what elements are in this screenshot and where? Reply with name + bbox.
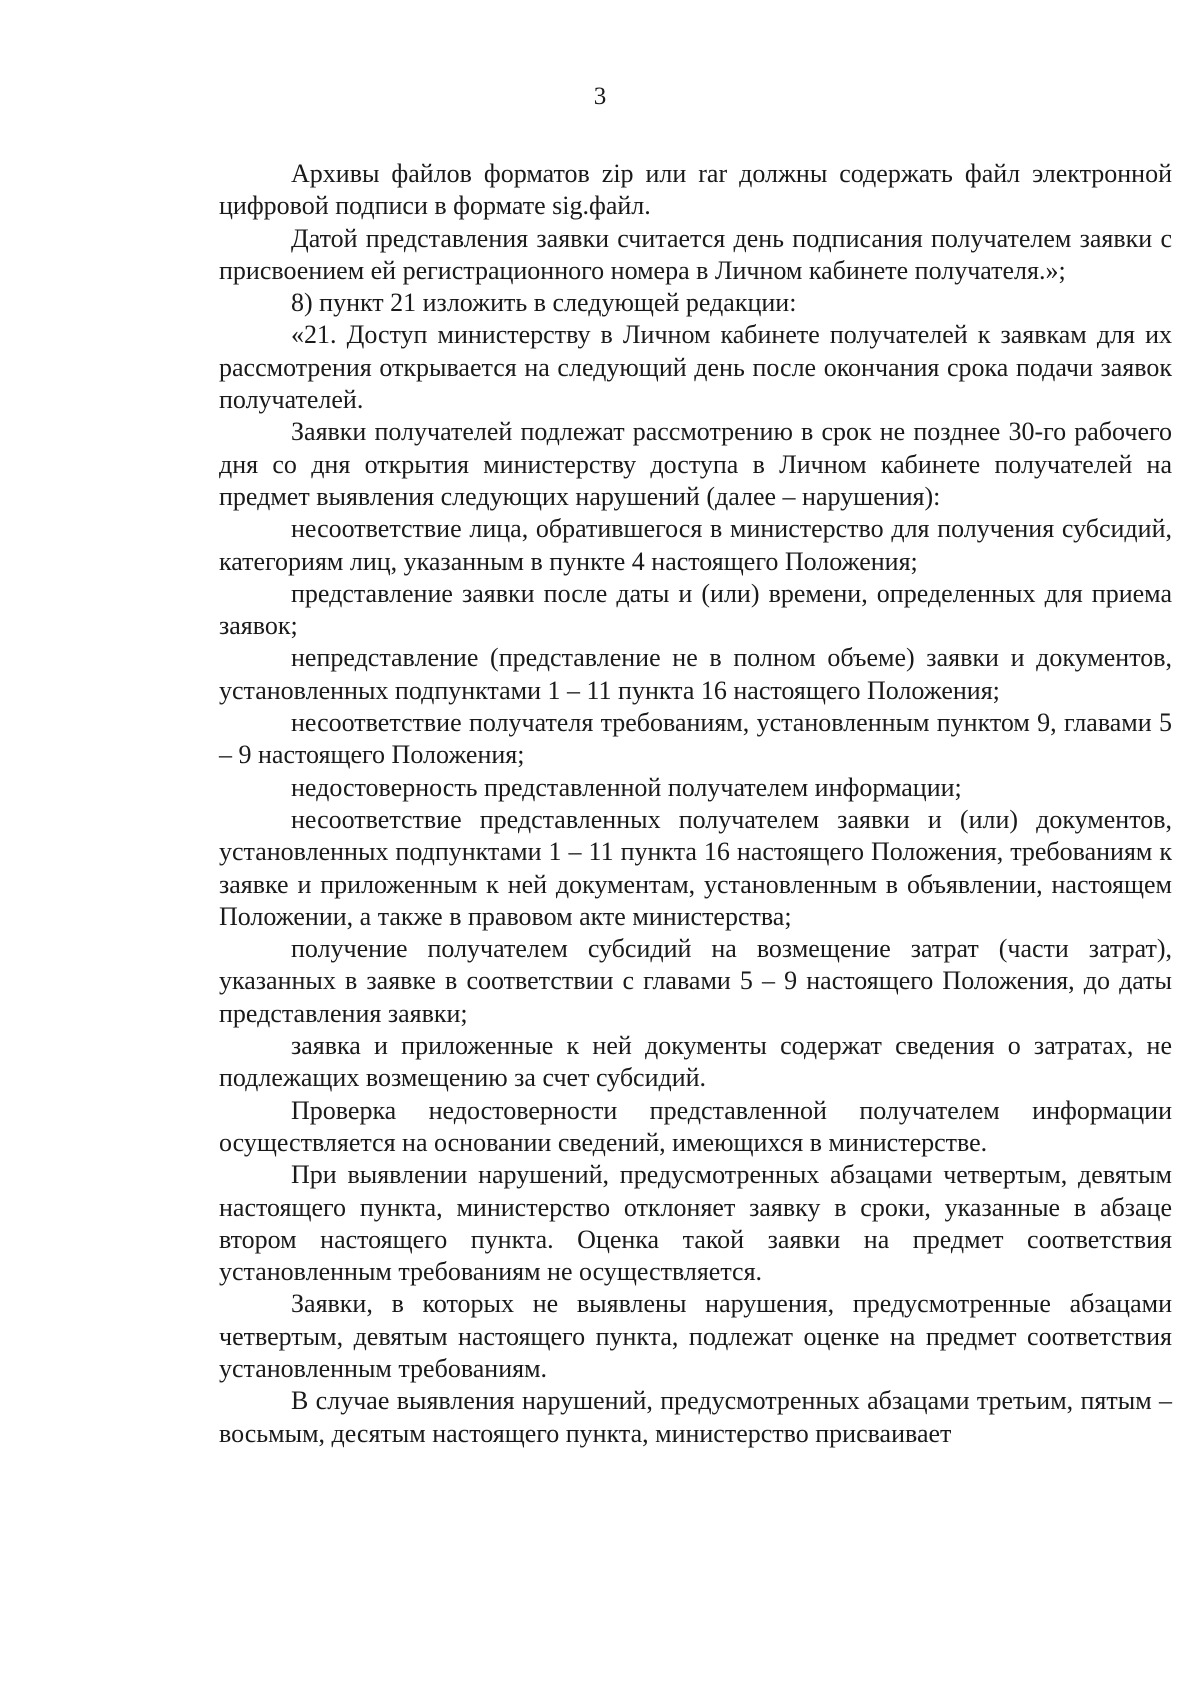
document-body bbox=[219, 158, 1172, 1450]
paragraph-verification: Проверка недостоверности представленной получателем информации осуществляется на основании сведений, имеющихся в министерстве. bbox=[219, 1095, 1172, 1157]
paragraph-point-21: «21. Доступ министерству в Личном кабинете получателей к заявкам для их рассмотрения открывается на следующий день после окончания срока подачи заявок получателей. bbox=[219, 320, 1172, 415]
paragraph-assignment: В случае выявления нарушений, предусмотренных абзацами третьим, пятым – восьмым, десятым настоящего пункта, министерство присваивает bbox=[219, 1386, 1172, 1448]
paragraph-review-term: Заявки получателей подлежат рассмотрению в срок не позднее 30-го рабочего дня со дня открытия министерству доступа в Личном кабинете получателей на предмет выявления следующих нарушений (далее – нарушения): bbox=[219, 417, 1172, 511]
paragraph-item-8: 8) пункт 21 изложить в следующей редакции: bbox=[291, 288, 797, 318]
paragraph-submission-date: Датой представления заявки считается день подписания получателем заявки с присвоением ей регистрационного номера в Личном кабинете получателя.»; bbox=[219, 223, 1172, 285]
list-item-violation: заявка и приложенные к ней документы содержат сведения о затратах, не подлежащих возмещению за счет субсидий. bbox=[219, 1031, 1172, 1093]
list-item-violation: недостоверность представленной получателем информации; bbox=[291, 772, 962, 802]
list-item-violation: получение получателем субсидий на возмещение затрат (части затрат), указанных в заявке в соответствии с главами 5 – 9 настоящего Положения, до даты представления заявки; bbox=[219, 934, 1172, 1028]
page-number: 3 bbox=[593, 83, 607, 110]
list-item-violation: несоответствие получателя требованиям, установленным пунктом 9, главами 5 – 9 настоящего Положения; bbox=[219, 708, 1172, 770]
paragraph-archives: Архивы файлов форматов zip или rar должны содержать файл электронной цифровой подписи в формате sig.файл. bbox=[219, 159, 1172, 221]
list-item-violation: представление заявки после даты и (или) времени, определенных для приема заявок; bbox=[219, 578, 1172, 641]
list-item-violation: несоответствие представленных получателем заявки и (или) документов, установленных подпунктами 1 – 11 пункта 16 настоящего Положения, требованиям к заявке и приложенным к ней документам, установленным в объявлении, настоящем Положении, а также в правовом акте министерства; bbox=[219, 804, 1172, 931]
list-item-violation: непредставление (представление не в полном объеме) заявки и документов, установленных подпунктами 1 – 11 пункта 16 настоящего Положения; bbox=[219, 643, 1172, 705]
paragraph-rejection: При выявлении нарушений, предусмотренных абзацами четвертым, девятым настоящего пункта, министерство отклоняет заявку в сроки, указанные в абзаце втором настоящего пункта. Оценка такой заявки на предмет соответствия установленным требованиям не осуществляется. bbox=[219, 1160, 1172, 1287]
paragraph-evaluation: Заявки, в которых не выявлены нарушения, предусмотренные абзацами четвертым, девятым настоящего пункта, подлежат оценке на предмет соответствия установленным требованиям. bbox=[219, 1289, 1172, 1383]
list-item-violation: несоответствие лица, обратившегося в министерство для получения субсидий, категориям лиц, указанным в пункте 4 настоящего Положения; bbox=[219, 514, 1172, 576]
